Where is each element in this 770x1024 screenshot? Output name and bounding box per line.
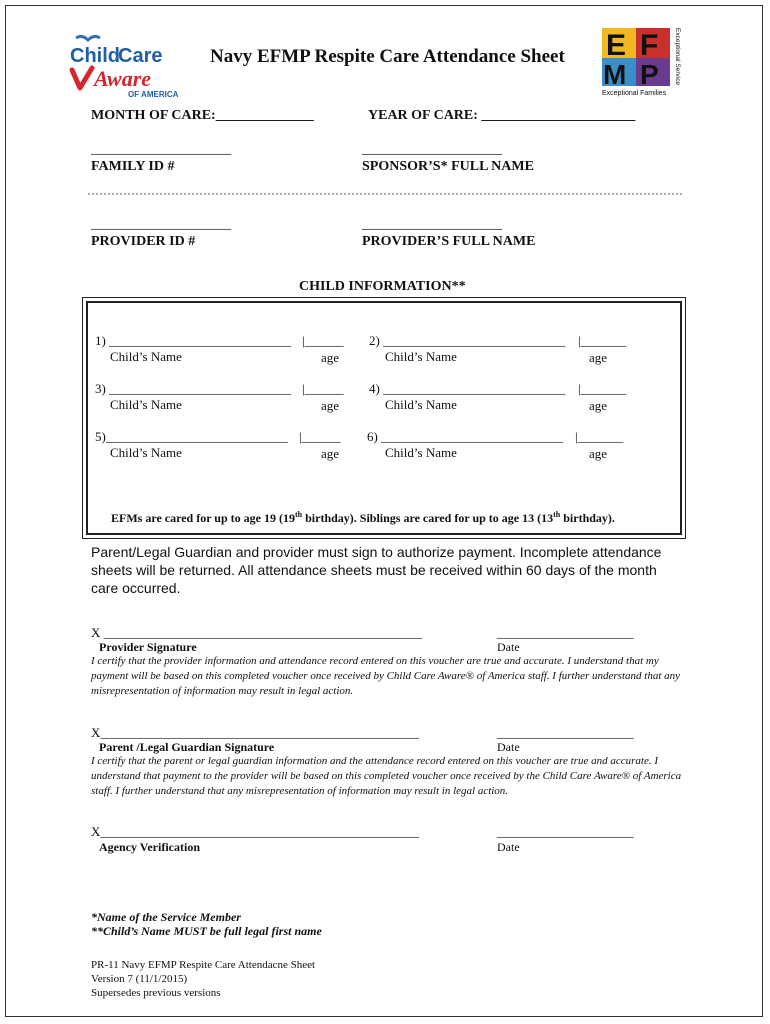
age-caption: age <box>321 446 340 461</box>
logo-text-care: Care <box>118 45 163 67</box>
child-3-age-field[interactable]: |______ <box>302 381 344 396</box>
agency-signature-line[interactable]: X_________________________________________________ <box>91 824 419 839</box>
year-of-care-field[interactable]: YEAR OF CARE: ______________________ <box>368 108 636 123</box>
parent-signature-line[interactable]: X_________________________________________________ <box>91 725 419 740</box>
parent-certification: I certify that the parent or legal guardian information and the attendance record entered on this voucher are true and accurate. I understand that payment to the provider will be based on this completed voucher once received by the Child Care Aware® of America staff. I further understand that any misrepresentation of information may result in legal action. <box>91 755 682 797</box>
form-id: PR-11 Navy EFMP Respite Care Attendacne Sheet <box>91 959 316 971</box>
parent-signature-label: Parent /Legal Guardian Signature <box>99 740 275 754</box>
efmp-letter-p: P <box>640 59 659 90</box>
child-name-footnote: **Child’s Name MUST be full legal first name <box>91 924 322 938</box>
provider-name-label: PROVIDER’S FULL NAME <box>362 234 536 249</box>
child-3-name-field[interactable]: 3) ____________________________ <box>95 381 292 396</box>
logo-text-aware: Aware <box>94 66 152 91</box>
family-id-input-line[interactable]: ____________________ <box>91 142 231 157</box>
child-1-age-field[interactable]: |______ <box>302 333 344 348</box>
efmp-letter-m: M <box>603 59 627 90</box>
child-name-caption: Child’s Name <box>110 445 182 460</box>
child-5-age-field[interactable]: |______ <box>299 429 341 444</box>
age-caption: age <box>589 398 608 413</box>
provider-name-input-line[interactable]: ____________________ <box>362 217 502 232</box>
age-caption: age <box>589 446 608 461</box>
efmp-side-caption: Exceptional Service <box>674 28 681 86</box>
efmp-letter-f: F <box>640 29 659 62</box>
agency-verification-label: Agency Verification <box>99 840 200 854</box>
agency-date-label: Date <box>497 840 520 854</box>
sponsor-name-input-line[interactable]: ____________________ <box>362 142 502 157</box>
child-6-age-field[interactable]: |_______ <box>575 429 624 444</box>
month-of-care-field[interactable]: MONTH OF CARE:______________ <box>91 108 314 123</box>
parent-date-label: Date <box>497 740 520 754</box>
logo-text-child: Child <box>70 45 120 67</box>
page-title: Navy EFMP Respite Care Attendance Sheet <box>210 46 565 67</box>
sponsor-name-label: SPONSOR’S* FULL NAME <box>362 159 534 174</box>
supersedes-note: Supersedes previous versions <box>91 987 221 999</box>
agency-date-line[interactable]: _____________________ <box>497 824 634 839</box>
child-name-caption: Child’s Name <box>385 445 457 460</box>
age-caption: age <box>321 398 340 413</box>
age-caption: age <box>321 350 340 365</box>
provider-signature-label: Provider Signature <box>99 640 197 654</box>
child-5-name-field[interactable]: 5)____________________________ <box>95 429 288 444</box>
provider-signature-line[interactable]: X _________________________________________________ <box>91 625 423 640</box>
section-divider <box>88 193 682 195</box>
provider-id-input-line[interactable]: ____________________ <box>91 217 231 232</box>
child-4-name-field[interactable]: 4) ____________________________ <box>369 381 566 396</box>
instructions-paragraph: Parent/Legal Guardian and provider must sign to authorize payment. Incomplete attendance sheets will be returned. All attendance sheets must be received within 60 days of the month care occurred. <box>91 544 662 596</box>
child-care-aware-logo <box>68 34 198 100</box>
child-information-heading: CHILD INFORMATION** <box>299 279 466 294</box>
age-caption: age <box>589 350 608 365</box>
child-name-caption: Child’s Name <box>385 397 457 412</box>
efmp-letter-e: E <box>606 29 627 62</box>
child-name-caption: Child’s Name <box>110 349 182 364</box>
child-4-age-field[interactable]: |_______ <box>578 381 627 396</box>
child-6-name-field[interactable]: 6) ____________________________ <box>367 429 564 444</box>
child-1-name-field[interactable]: 1) ____________________________ <box>95 333 292 348</box>
provider-date-label: Date <box>497 640 520 654</box>
family-id-label: FAMILY ID # <box>91 159 175 174</box>
form-version: Version 7 (11/1/2015) <box>91 973 188 985</box>
efmp-logo <box>600 26 682 98</box>
age-eligibility-note: EFMs are cared for up to age 19 (19th birthday). Siblings are cared for up to age 13 (13th birthday). <box>111 510 615 525</box>
provider-certification: I certify that the provider information and attendance record entered on this voucher are true and accurate. I understand that my payment will be based on this completed voucher once received by Child Care Aware® of America staff. I further understand that any misrepresentation of information may result in legal action. <box>91 655 681 697</box>
sponsor-footnote: *Name of the Service Member <box>91 910 241 924</box>
child-name-caption: Child’s Name <box>385 349 457 364</box>
provider-date-line[interactable]: _____________________ <box>497 625 634 640</box>
parent-date-line[interactable]: _____________________ <box>497 725 634 740</box>
provider-id-label: PROVIDER ID # <box>91 234 196 249</box>
child-2-name-field[interactable]: 2) ____________________________ <box>369 333 566 348</box>
logo-text-of-america: OF AMERICA <box>128 90 179 99</box>
child-name-caption: Child’s Name <box>110 397 182 412</box>
efmp-caption: Exceptional Families <box>602 90 667 97</box>
child-2-age-field[interactable]: |_______ <box>578 333 627 348</box>
